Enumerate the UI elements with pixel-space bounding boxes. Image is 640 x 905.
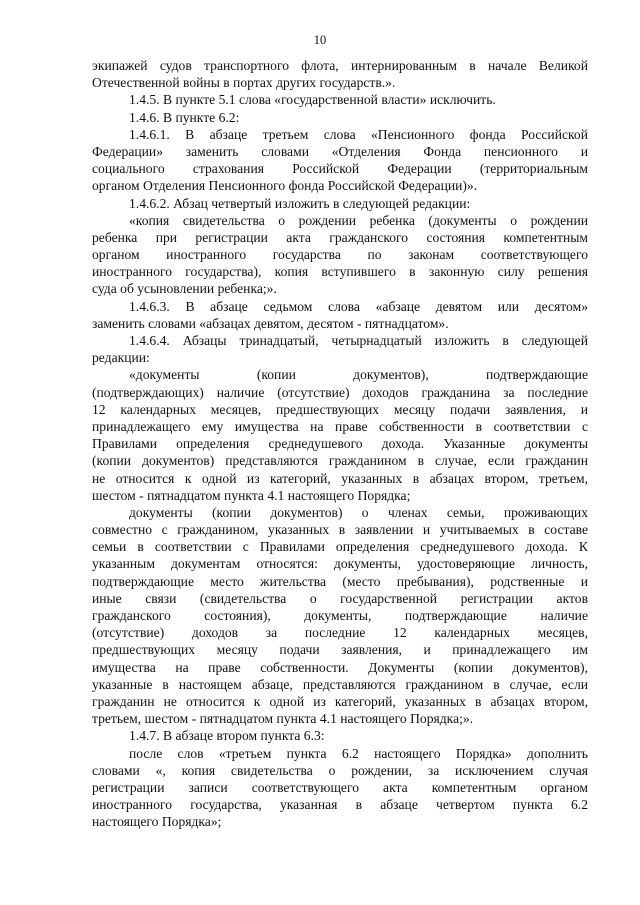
text-line: 1.4.6.2. Абзац четвертый изложить в следующей редакции: — [129, 195, 471, 211]
text-line: иностранного государства), копия вступившего в законную силу решения — [92, 264, 588, 280]
text-line: Правилами определения среднедушевого дохода. Указанные документы — [92, 436, 588, 452]
text-line: иностранного государства, указанная в абзаце четвертом пункта 6.2 — [92, 797, 588, 813]
text-line: совместно с гражданином, указанных в заявлении и учитываемых в составе — [92, 522, 588, 538]
paragraph-continuation-1-4-4 — [92, 57, 588, 91]
paragraph-item-1-4-6-4 — [92, 332, 588, 366]
text-line: Отечественной войны в портах других государств.». — [92, 75, 396, 91]
text-line: суда об усыновлении ребенка;». — [92, 281, 277, 297]
text-line: принадлежащего ему имущества на праве собственности в соответствии с — [92, 418, 588, 434]
text-line: гражданин не относится к одной из категорий, указанных в абзацах втором, — [92, 693, 588, 709]
text-line: указанным документам относятся: документы, удостоверяющие личность, — [92, 556, 588, 572]
text-line: иные связи (свидетельства о государственной регистрации актов — [92, 590, 588, 606]
text-line: шестом - пятнадцатом пункта 4.1 настоящего Порядка; — [92, 487, 411, 503]
text-line: словами «, копия свидетельства о рождении, за исключением случая — [92, 762, 588, 778]
text-line: гражданского состояния), документы, подтверждающие наличие — [92, 608, 588, 623]
text-line: после слов «третьем пункта 6.2 настоящего Порядка» дополнить — [129, 745, 588, 761]
text-line: не относится к одной из категорий, указанных в абзацах втором, третьем, — [92, 470, 588, 486]
text-line: регистрации записи соответствующего акта компетентным органом — [92, 779, 588, 795]
text-line: третьем, шестом - пятнадцатом пункта 4.1 настоящего Порядка;». — [92, 711, 474, 727]
text-line: указанные в настоящем абзаце, представляются гражданином в случае, если — [92, 676, 588, 692]
paragraph-item-1-4-7-body — [92, 745, 588, 831]
text-line: семьи в соответствии с Правилами определения среднедушевого дохода. К — [92, 539, 588, 555]
paragraph-item-1-4-6-2 — [92, 195, 588, 212]
paragraph-item-1-4-6-3 — [92, 298, 588, 332]
paragraph-item-1-4-5 — [92, 91, 588, 108]
paragraph-quote-1-4-6-4-a — [92, 366, 588, 504]
paragraph-quote-1-4-6-4-b — [92, 504, 588, 727]
text-line: 1.4.6.4. Абзацы тринадцатый, четырнадцатый изложить в следующей — [129, 333, 588, 348]
paragraph-item-1-4-6 — [92, 109, 588, 126]
text-line: 1.4.7. В абзаце втором пункта 6.3: — [129, 728, 325, 744]
text-line: 1.4.6. В пункте 6.2: — [129, 109, 240, 125]
text-line: 1.4.6.3. В абзаце седьмом слова «абзаце девятом или десятом» — [129, 298, 588, 314]
text-line: 1.4.6.1. В абзаце третьем слова «Пенсионного фонда Российской — [129, 126, 588, 142]
text-line: «документы (копии документов), подтверждающие — [129, 367, 588, 383]
text-line: экипажей судов транспортного флота, интернированным в начале Великой — [92, 58, 588, 73]
text-line: социального страхования Российской Федерации (территориальным — [92, 161, 588, 177]
text-line: заменить словами «абзацах девятом, десятом - пятнадцатом». — [92, 315, 449, 331]
text-line: документы (копии документов) о членах семьи, проживающих — [129, 504, 588, 520]
text-line: (подтверждающих) наличие (отсутствие) доходов гражданина за последние — [92, 384, 588, 400]
text-line: настоящего Порядка»; — [92, 814, 222, 830]
page-number: 10 — [313, 33, 327, 47]
text-line: имущества на праве собственности. Документы (копии документов), — [92, 659, 588, 675]
document-body — [92, 57, 588, 830]
text-line: Федерации» заменить словами «Отделения Фонда пенсионного и — [92, 143, 588, 159]
text-line: редакции: — [92, 350, 150, 366]
text-line: органом иностранного государства по законам соответствующего — [92, 247, 588, 263]
text-line: 12 календарных месяцев, предшествующих месяцу подачи заявления, и — [92, 401, 588, 417]
text-line: «копия свидетельства о рождении ребенка (документы о рождении — [129, 212, 588, 228]
text-line: (отсутствие) доходов за последние 12 календарных месяцев, — [92, 625, 588, 641]
text-line: подтверждающие место жительства (место пребывания), родственные и — [92, 573, 588, 589]
text-line: органом Отделения Пенсионного фонда Российской Федерации)». — [92, 178, 478, 194]
text-line: (копии документов) представляются гражданином в случае, если гражданин — [92, 453, 588, 469]
paragraph-item-1-4-6-1 — [92, 126, 588, 195]
text-line: предшествующих месяцу подачи заявления, и принадлежащего им — [92, 642, 588, 658]
text-line: 1.4.5. В пункте 5.1 слова «государственной власти» исключить. — [129, 92, 496, 108]
paragraph-item-1-4-7 — [92, 727, 588, 744]
text-line: ребенка при регистрации акта гражданского состояния компетентным — [92, 229, 588, 245]
paragraph-quote-1-4-6-2 — [92, 212, 588, 298]
